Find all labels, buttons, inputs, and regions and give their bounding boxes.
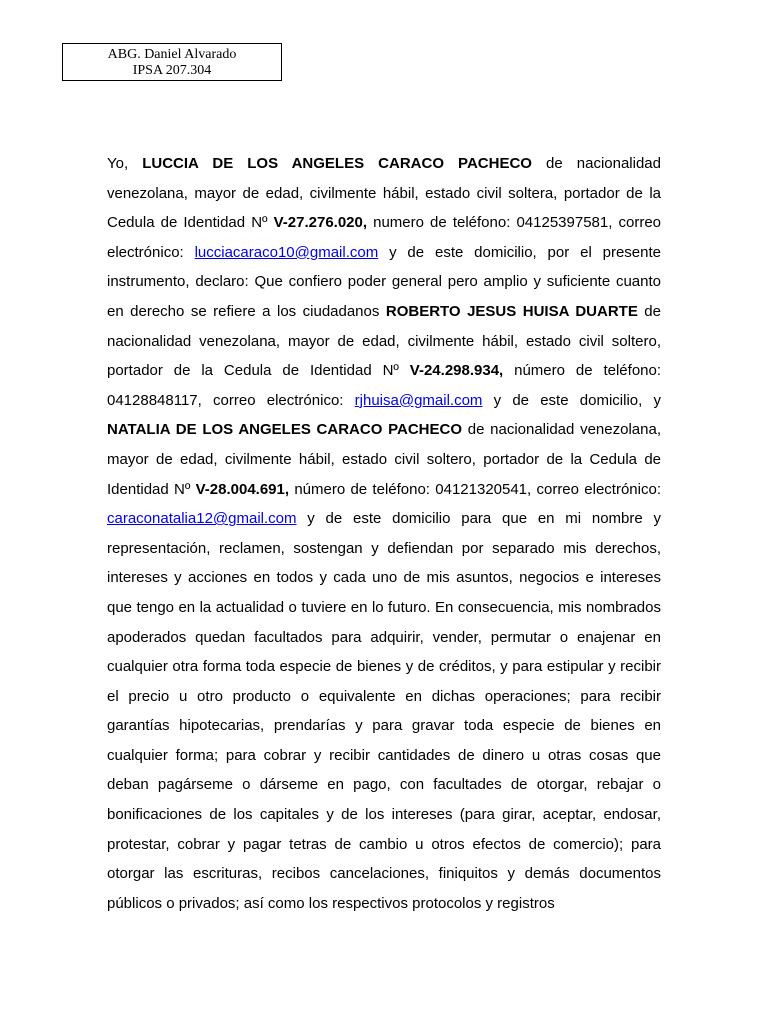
text-segment: Yo, xyxy=(107,155,143,172)
text-segment: numero de teléfono: 04125397581, correo electrónico: xyxy=(107,214,662,261)
power-of-attorney-body xyxy=(107,149,661,918)
attorney1-name: ROBERTO JESUS HUISA DUARTE xyxy=(385,302,638,320)
attorney1-id-number: V-24.298.934, xyxy=(409,362,504,380)
lawyer-name: ABG. Daniel Alvarado xyxy=(107,47,237,62)
text-segment: y de este domicilio, por el presente instrumento, declaro: Que confiero poder general pero amplio y suficiente cuanto en derecho se refiere a los ciudadanos xyxy=(107,243,662,320)
grantor-name: LUCCIA DE LOS ANGELES CARACO PACHECO xyxy=(142,155,532,172)
grantor-email-link[interactable]: lucciacaraco10@gmail.com xyxy=(194,243,379,261)
text-segment: y de este domicilio, y xyxy=(482,391,661,409)
text-segment: número de teléfono: 04121320541, correo electrónico: xyxy=(289,480,661,498)
text-segment: y de este domicilio para que en mi nombre y representación, reclamen, sostengan y defiendan por separado mis derechos, intereses y acciones en todos y cada uno de mis asuntos, negocios e intereses que tengo en la actualidad o tuviere en lo futuro. En consecuencia, mis nombrados apoderados quedan facultados para adquirir, vender, permutar o enajenar en cualquier otra forma toda especie de bienes y de créditos, y para estipular y recibir el precio u otro producto o equivalente en dichas operaciones; para recibir garantías hipotecarias, prendarías y para gravar toda especie de bienes en cualquier forma; para cobrar y recibir cantidades de dinero u otras cosas que deban pagárseme o dárseme en pago, con facultades de otorgar, rebajar o bonificaciones de los capitales y de los intereses (para girar, aceptar, endosar, protestar, cobrar y pagar tetras de cambio u otros efectos de comercio); para otorgar las escrituras, recibos cancelaciones, finiquitos y demás documentos públicos o privados; así como los respectivos protocolos y registros xyxy=(107,510,661,912)
attorney1-email-link[interactable]: rjhuisa@gmail.com xyxy=(354,391,483,409)
grantor-id-number: V-27.276.020, xyxy=(273,214,368,232)
attorney2-id-number: V-28.004.691, xyxy=(195,480,290,498)
text-segment: de nacionalidad venezolana, mayor de edad, civilmente hábil, estado civil soltera, portador de la Cedula de Identidad Nº xyxy=(107,155,661,232)
lawyer-header-box xyxy=(62,43,282,81)
text-segment: de nacionalidad venezolana, mayor de edad, civilmente hábil, estado civil soltero, portador de la Cedula de Identidad Nº xyxy=(107,421,661,498)
lawyer-ipsa-number: IPSA 207.304 xyxy=(132,63,212,78)
attorney2-name: NATALIA DE LOS ANGELES CARACO PACHECO xyxy=(107,421,462,439)
text-segment: de nacionalidad venezolana, mayor de edad, civilmente hábil, estado civil soltero, portador de la Cedula de Identidad Nº xyxy=(107,302,661,380)
text-segment: número de teléfono: 04128848117, correo electrónico: xyxy=(107,362,662,409)
attorney2-email-link[interactable]: caraconatalia12@gmail.com xyxy=(107,510,297,528)
